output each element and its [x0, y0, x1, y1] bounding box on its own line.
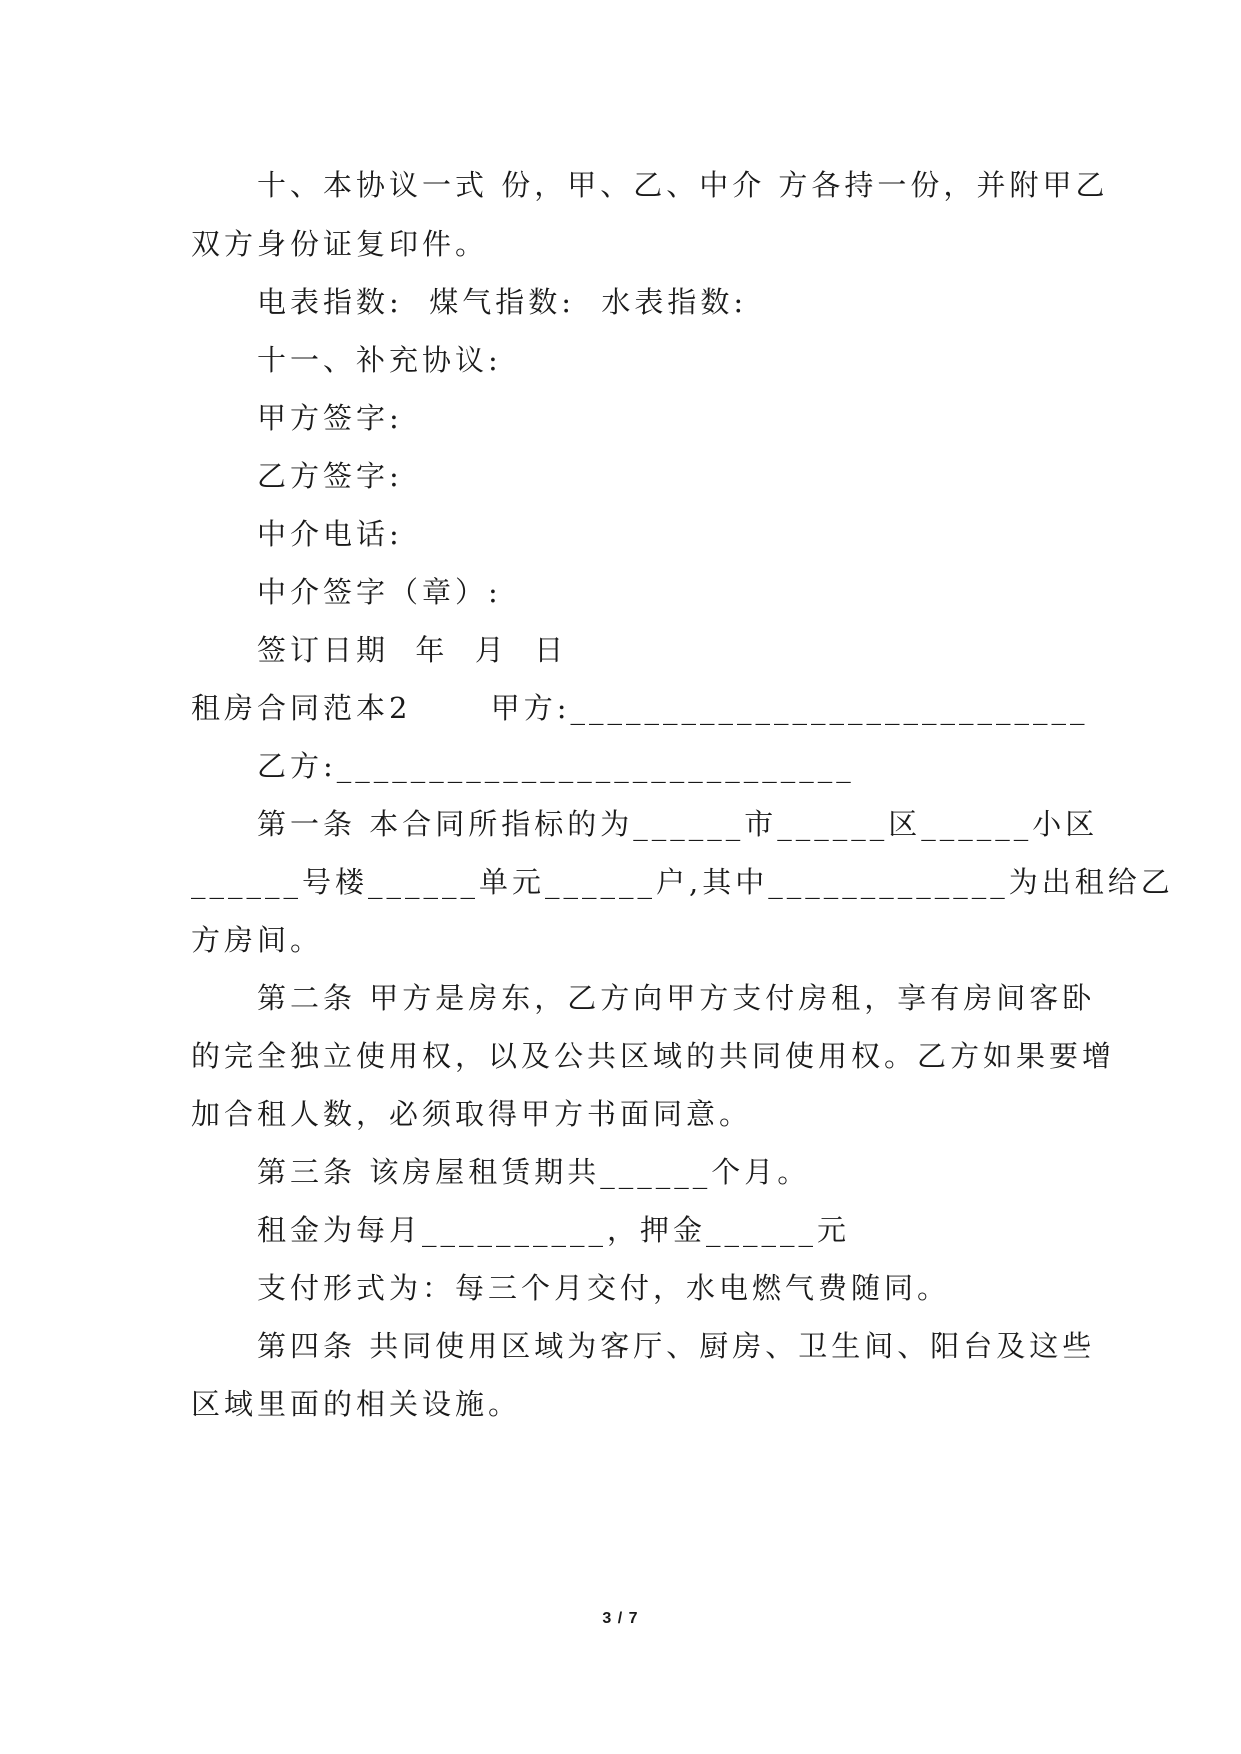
payment-terms-line: 支付形式为：每三个月交付，水电燃气费随同。: [257, 1271, 951, 1305]
party-b-signature: 乙方签字:: [257, 459, 403, 493]
signing-date: 签订日期 年 月 日: [257, 633, 568, 667]
article-1-line-1: 第一条 本合同所指标的为______市______区______小区: [257, 807, 1099, 841]
clause-11-heading: 十一、补充协议:: [257, 343, 502, 377]
contract-title-party-a: 租房合同范本2 甲方:____________________________: [191, 691, 1089, 725]
article-2-line-1: 第二条 甲方是房东，乙方向甲方支付房租，享有房间客卧: [257, 981, 1096, 1015]
clause-10-line-1: 十、本协议一式 份，甲、乙、中介 方各持一份，并附甲乙: [257, 168, 1109, 202]
article-2-line-2: 的完全独立使用权，以及公共区域的共同使用权。乙方如果要增: [191, 1039, 1116, 1073]
party-b-line: 乙方:____________________________: [257, 749, 855, 783]
rent-deposit-line: 租金为每月__________，押金______元: [257, 1213, 851, 1247]
clause-10-line-2: 双方身份证复印件。: [191, 227, 489, 261]
article-4-line-1: 第四条 共同使用区域为客厅、厨房、卫生间、阳台及这些: [257, 1329, 1096, 1363]
page-number: 3 / 7: [602, 1610, 639, 1627]
party-a-signature: 甲方签字:: [257, 401, 403, 435]
article-2-line-3: 加合租人数，必须取得甲方书面同意。: [191, 1097, 753, 1131]
agent-phone: 中介电话:: [257, 517, 403, 551]
article-3-line-1: 第三条 该房屋租赁期共______个月。: [257, 1155, 811, 1189]
article-4-line-2: 区域里面的相关设施。: [191, 1387, 522, 1421]
agent-signature: 中介签字（章）:: [257, 575, 502, 609]
meter-readings: 电表指数: 煤气指数: 水表指数:: [257, 285, 748, 319]
article-1-line-3: 方房间。: [191, 923, 324, 957]
article-1-line-2: ______号楼______单元______户,其中_____________为出租给乙: [191, 865, 1174, 899]
